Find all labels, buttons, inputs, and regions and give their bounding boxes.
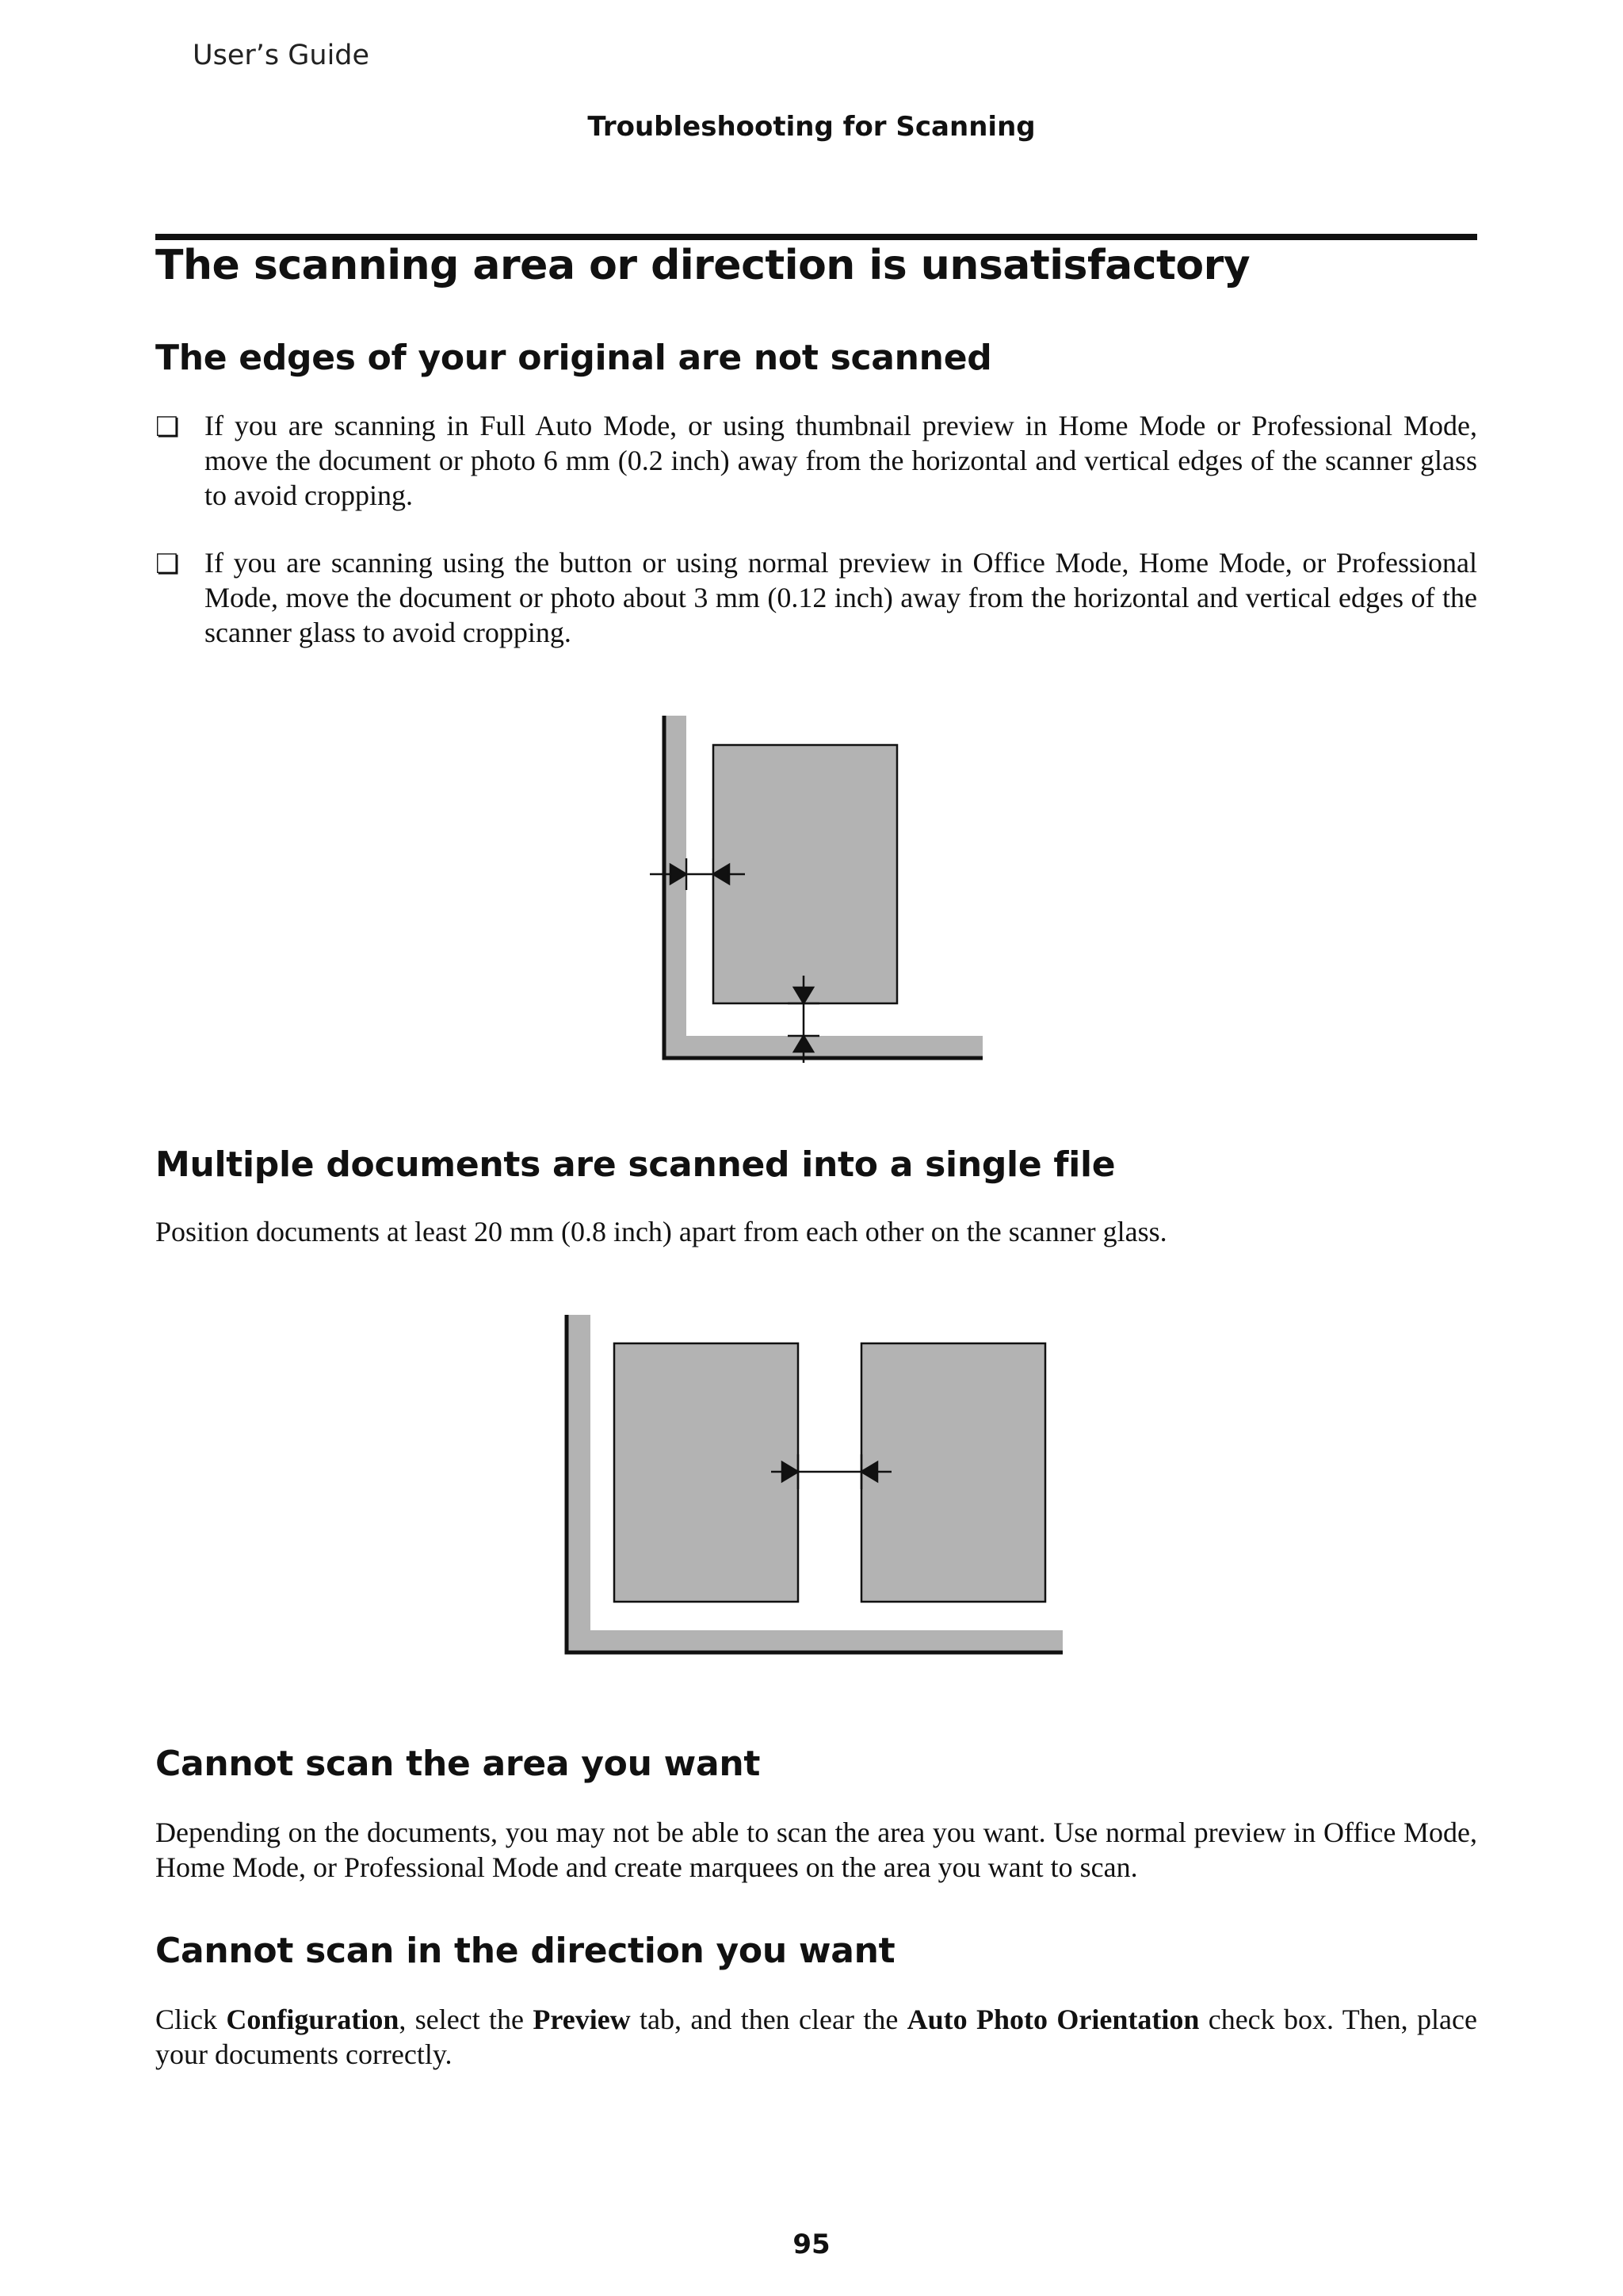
section-heading-cannot-scan-direction: Cannot scan in the direction you want	[155, 1931, 896, 1971]
paragraph-text: , select the	[399, 2004, 533, 2035]
section-heading-cannot-scan-area: Cannot scan the area you want	[155, 1744, 761, 1784]
paragraph-text: tab, and then clear the	[630, 2004, 907, 2035]
checkbox-bullet-icon: ❏	[155, 413, 180, 442]
running-title: User’s Guide	[193, 40, 370, 71]
paragraph-text: check box. Then, place your documents correctly.	[155, 2004, 1477, 2070]
paragraph-text: Click	[155, 2004, 227, 2035]
document-spacing-diagram	[559, 1312, 1066, 1657]
ui-term-preview: Preview	[533, 2004, 631, 2035]
ui-term-auto-photo-orientation: Auto Photo Orientation	[907, 2004, 1200, 2035]
checkbox-bullet-icon: ❏	[155, 550, 180, 579]
paragraph: Position documents at least 20 mm (0.8 inch) apart from each other on the scanner glass.	[155, 1216, 1167, 1247]
edge-clearance-diagram	[650, 709, 983, 1066]
page-title: The scanning area or direction is unsatisfactory	[155, 242, 1251, 289]
heading-rule	[155, 234, 1477, 240]
section-title: Troubleshooting for Scanning	[587, 111, 1036, 143]
ui-term-configuration: Configuration	[226, 2004, 399, 2035]
paragraph: Depending on the documents, you may not be able to scan the area you want. Use normal preview in Office Mode, Home Mode, or Professional Mode and create marquees on the area you want to scan.	[155, 1817, 1477, 1883]
paragraph	[155, 2002, 1477, 2072]
document-sheet-left	[614, 1343, 798, 1602]
list-item-text: If you are scanning using the button or using normal preview in Office Mode, Home Mode, or Professional Mode, move the document or photo about 3 mm (0.12 inch) away from the horizontal and vertical edges of the scanner glass to avoid cropping.	[204, 547, 1477, 648]
section-heading-edges: The edges of your original are not scanned	[155, 338, 992, 378]
page-number: 95	[792, 2229, 831, 2260]
list-item	[155, 545, 1477, 650]
list-item-text: If you are scanning in Full Auto Mode, or using thumbnail preview in Home Mode or Professional Mode, move the document or photo 6 mm (0.2 inch) away from the horizontal and vertical edges of the scanner glass to avoid cropping.	[204, 410, 1477, 511]
section-heading-multiple-documents: Multiple documents are scanned into a single file	[155, 1144, 1116, 1185]
list-item	[155, 408, 1477, 513]
